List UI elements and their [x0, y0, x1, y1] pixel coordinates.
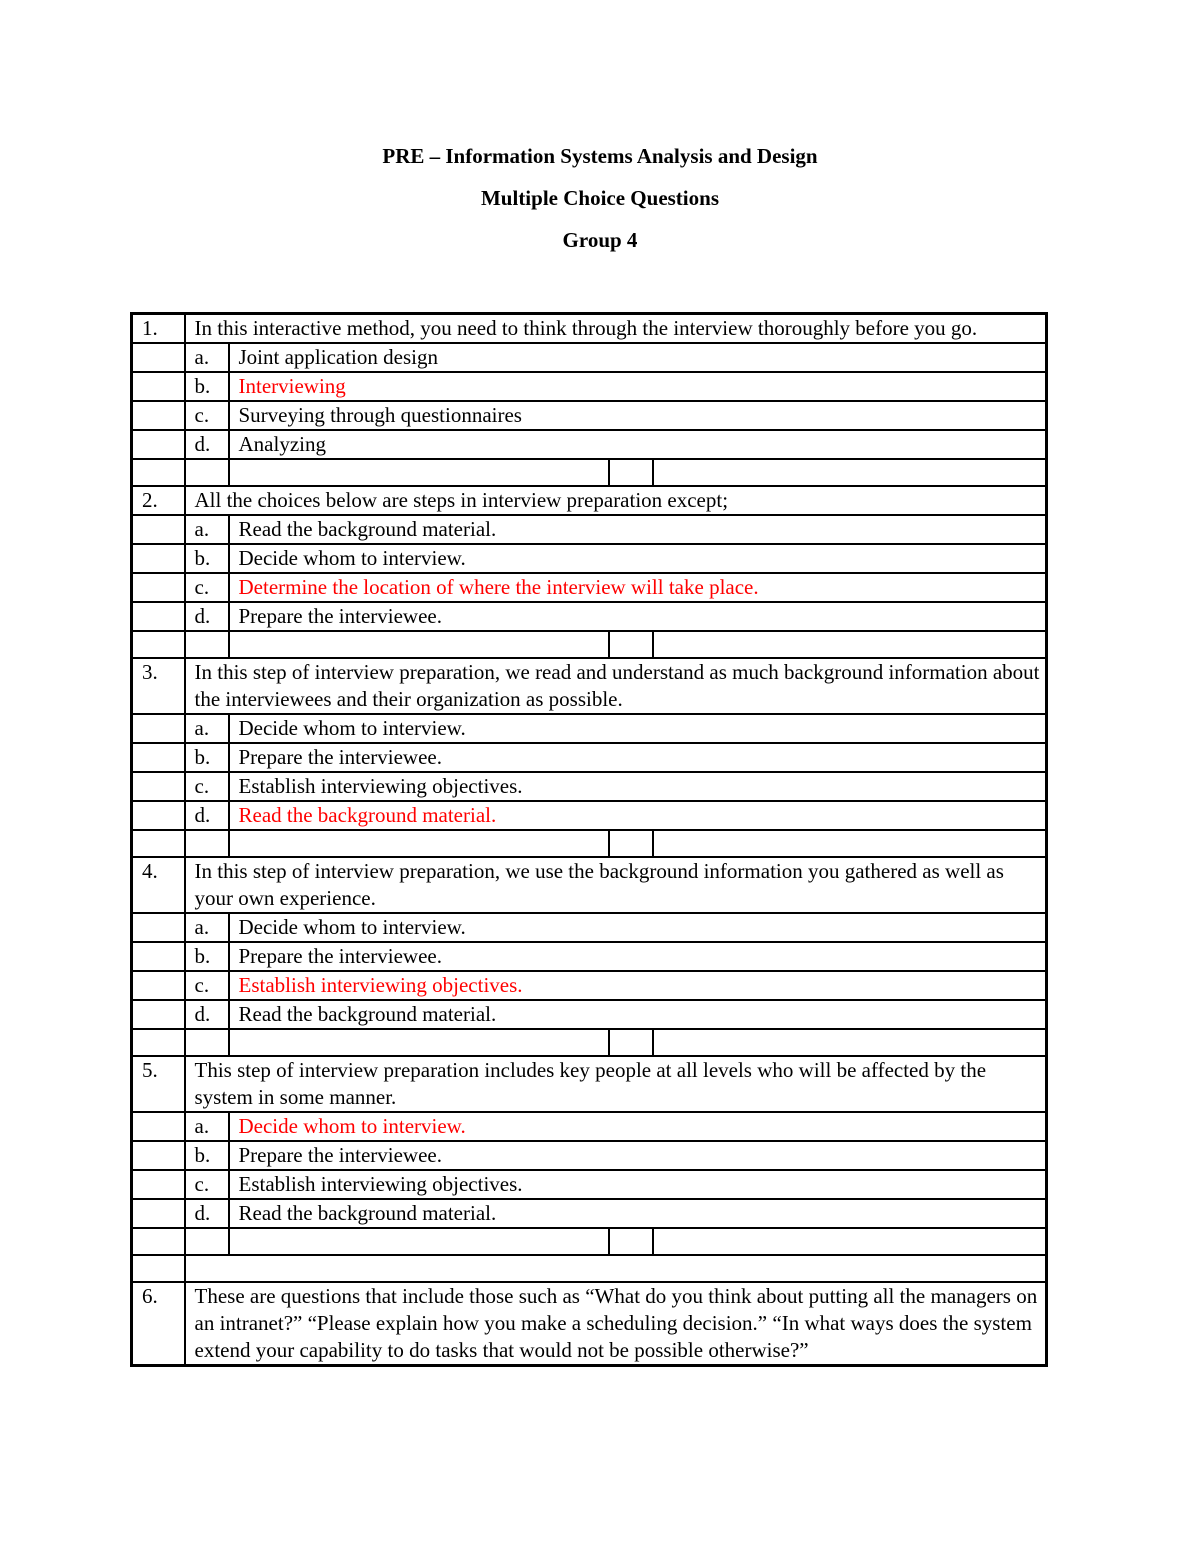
question-text: In this step of interview preparation, we read and understand as much background information about the interviewees and their organization as possible.	[185, 658, 1047, 714]
question-text: In this interactive method, you need to think through the interview thoroughly before you go.	[185, 314, 1047, 344]
question-text: These are questions that include those such as “What do you think about putting all the managers on an intranet?” “Please explain how you make a scheduling decision.” “In what ways does the system extend your capability to do tasks that would not be possible otherwise?”	[185, 1282, 1047, 1366]
empty-cell	[132, 971, 185, 1000]
option-row	[132, 1000, 1047, 1029]
empty-cell	[132, 1199, 185, 1228]
empty-cell	[609, 631, 653, 658]
option-text: Decide whom to interview.	[229, 913, 1047, 942]
option-letter: c.	[185, 401, 229, 430]
question-text: All the choices below are steps in interview preparation except;	[185, 486, 1047, 515]
option-text: Prepare the interviewee.	[229, 743, 1047, 772]
option-row	[132, 573, 1047, 602]
question-text: In this step of interview preparation, we use the background information you gathered as well as your own experience.	[185, 857, 1047, 913]
correct-option-text: Establish interviewing objectives.	[229, 971, 1047, 1000]
empty-cell	[132, 573, 185, 602]
option-row	[132, 1170, 1047, 1199]
option-text: Joint application design	[229, 343, 1047, 372]
question-row	[132, 314, 1047, 344]
document-subtitle: Multiple Choice Questions	[480, 186, 719, 210]
empty-cell	[653, 1029, 1047, 1056]
question-row	[132, 1282, 1047, 1366]
empty-cell	[132, 1255, 185, 1282]
empty-cell	[132, 913, 185, 942]
option-text: Analyzing	[229, 430, 1047, 459]
empty-cell	[132, 1170, 185, 1199]
question-row	[132, 486, 1047, 515]
question-number: 1.	[132, 314, 185, 344]
correct-option-text: Read the background material.	[229, 801, 1047, 830]
option-letter: d.	[185, 1000, 229, 1029]
empty-cell	[132, 1112, 185, 1141]
empty-cell	[609, 830, 653, 857]
empty-cell	[132, 714, 185, 743]
option-row	[132, 602, 1047, 631]
empty-cell	[229, 830, 609, 857]
question-row	[132, 1056, 1047, 1112]
empty-cell	[132, 602, 185, 631]
option-row	[132, 743, 1047, 772]
empty-cell	[132, 515, 185, 544]
option-letter: c.	[185, 573, 229, 602]
option-row	[132, 1112, 1047, 1141]
option-letter: a.	[185, 343, 229, 372]
question-number: 6.	[132, 1282, 185, 1366]
empty-cell	[609, 459, 653, 486]
empty-cell	[229, 459, 609, 486]
option-text: Surveying through questionnaires	[229, 401, 1047, 430]
empty-cell	[132, 1228, 185, 1255]
option-row	[132, 401, 1047, 430]
question-row	[132, 658, 1047, 714]
option-text: Decide whom to interview.	[229, 544, 1047, 573]
empty-cell	[132, 372, 185, 401]
option-row	[132, 1199, 1047, 1228]
spacer-row	[132, 631, 1047, 658]
empty-cell	[132, 830, 185, 857]
spacer-row	[132, 1228, 1047, 1255]
questions-table	[130, 312, 1048, 1367]
correct-option-text: Decide whom to interview.	[229, 1112, 1047, 1141]
option-letter: d.	[185, 430, 229, 459]
empty-cell	[653, 631, 1047, 658]
option-letter: b.	[185, 1141, 229, 1170]
group-label: Group 4	[562, 228, 638, 252]
empty-cell	[132, 772, 185, 801]
option-row	[132, 544, 1047, 573]
spacer-row	[132, 1255, 1047, 1282]
empty-cell	[609, 1029, 653, 1056]
empty-cell	[132, 1141, 185, 1170]
empty-cell	[653, 830, 1047, 857]
option-text: Read the background material.	[229, 515, 1047, 544]
empty-cell	[185, 1228, 229, 1255]
empty-cell	[132, 544, 185, 573]
option-letter: c.	[185, 971, 229, 1000]
empty-cell	[229, 1228, 609, 1255]
option-row	[132, 1141, 1047, 1170]
option-letter: b.	[185, 942, 229, 971]
option-letter: a.	[185, 913, 229, 942]
question-number: 4.	[132, 857, 185, 913]
option-row	[132, 772, 1047, 801]
option-letter: a.	[185, 515, 229, 544]
option-row	[132, 942, 1047, 971]
option-letter: d.	[185, 1199, 229, 1228]
empty-cell	[653, 1228, 1047, 1255]
option-row	[132, 343, 1047, 372]
empty-cell	[132, 1000, 185, 1029]
empty-cell	[185, 830, 229, 857]
question-number: 3.	[132, 658, 185, 714]
empty-cell	[229, 1029, 609, 1056]
option-letter: b.	[185, 743, 229, 772]
question-number: 5.	[132, 1056, 185, 1112]
empty-cell	[653, 459, 1047, 486]
empty-cell	[132, 430, 185, 459]
option-text: Prepare the interviewee.	[229, 602, 1047, 631]
empty-cell	[185, 1029, 229, 1056]
option-text: Establish interviewing objectives.	[229, 1170, 1047, 1199]
question-text: This step of interview preparation includes key people at all levels who will be affected by the system in some manner.	[185, 1056, 1047, 1112]
correct-option-text: Interviewing	[229, 372, 1047, 401]
empty-cell	[132, 401, 185, 430]
spacer-row	[132, 830, 1047, 857]
empty-cell	[185, 631, 229, 658]
empty-cell	[132, 743, 185, 772]
empty-cell	[132, 631, 185, 658]
empty-cell	[132, 942, 185, 971]
option-letter: b.	[185, 544, 229, 573]
option-row	[132, 971, 1047, 1000]
spacer-row	[132, 1029, 1047, 1056]
option-text: Read the background material.	[229, 1199, 1047, 1228]
option-row	[132, 372, 1047, 401]
empty-cell	[185, 459, 229, 486]
empty-cell	[229, 631, 609, 658]
option-letter: d.	[185, 801, 229, 830]
empty-cell	[132, 343, 185, 372]
option-text: Decide whom to interview.	[229, 714, 1047, 743]
option-letter: c.	[185, 772, 229, 801]
empty-cell	[132, 1029, 185, 1056]
empty-cell	[609, 1228, 653, 1255]
option-row	[132, 714, 1047, 743]
option-text: Establish interviewing objectives.	[229, 772, 1047, 801]
option-row	[132, 801, 1047, 830]
document-title: PRE – Information Systems Analysis and Design	[382, 144, 818, 168]
option-letter: d.	[185, 602, 229, 631]
option-text: Prepare the interviewee.	[229, 1141, 1047, 1170]
option-text: Read the background material.	[229, 1000, 1047, 1029]
empty-cell	[132, 459, 185, 486]
option-row	[132, 515, 1047, 544]
option-row	[132, 913, 1047, 942]
empty-cell	[185, 1255, 1047, 1282]
option-letter: a.	[185, 1112, 229, 1141]
option-letter: b.	[185, 372, 229, 401]
question-row	[132, 857, 1047, 913]
option-letter: a.	[185, 714, 229, 743]
correct-option-text: Determine the location of where the interview will take place.	[229, 573, 1047, 602]
question-number: 2.	[132, 486, 185, 515]
option-letter: c.	[185, 1170, 229, 1199]
option-row	[132, 430, 1047, 459]
spacer-row	[132, 459, 1047, 486]
empty-cell	[132, 801, 185, 830]
option-text: Prepare the interviewee.	[229, 942, 1047, 971]
